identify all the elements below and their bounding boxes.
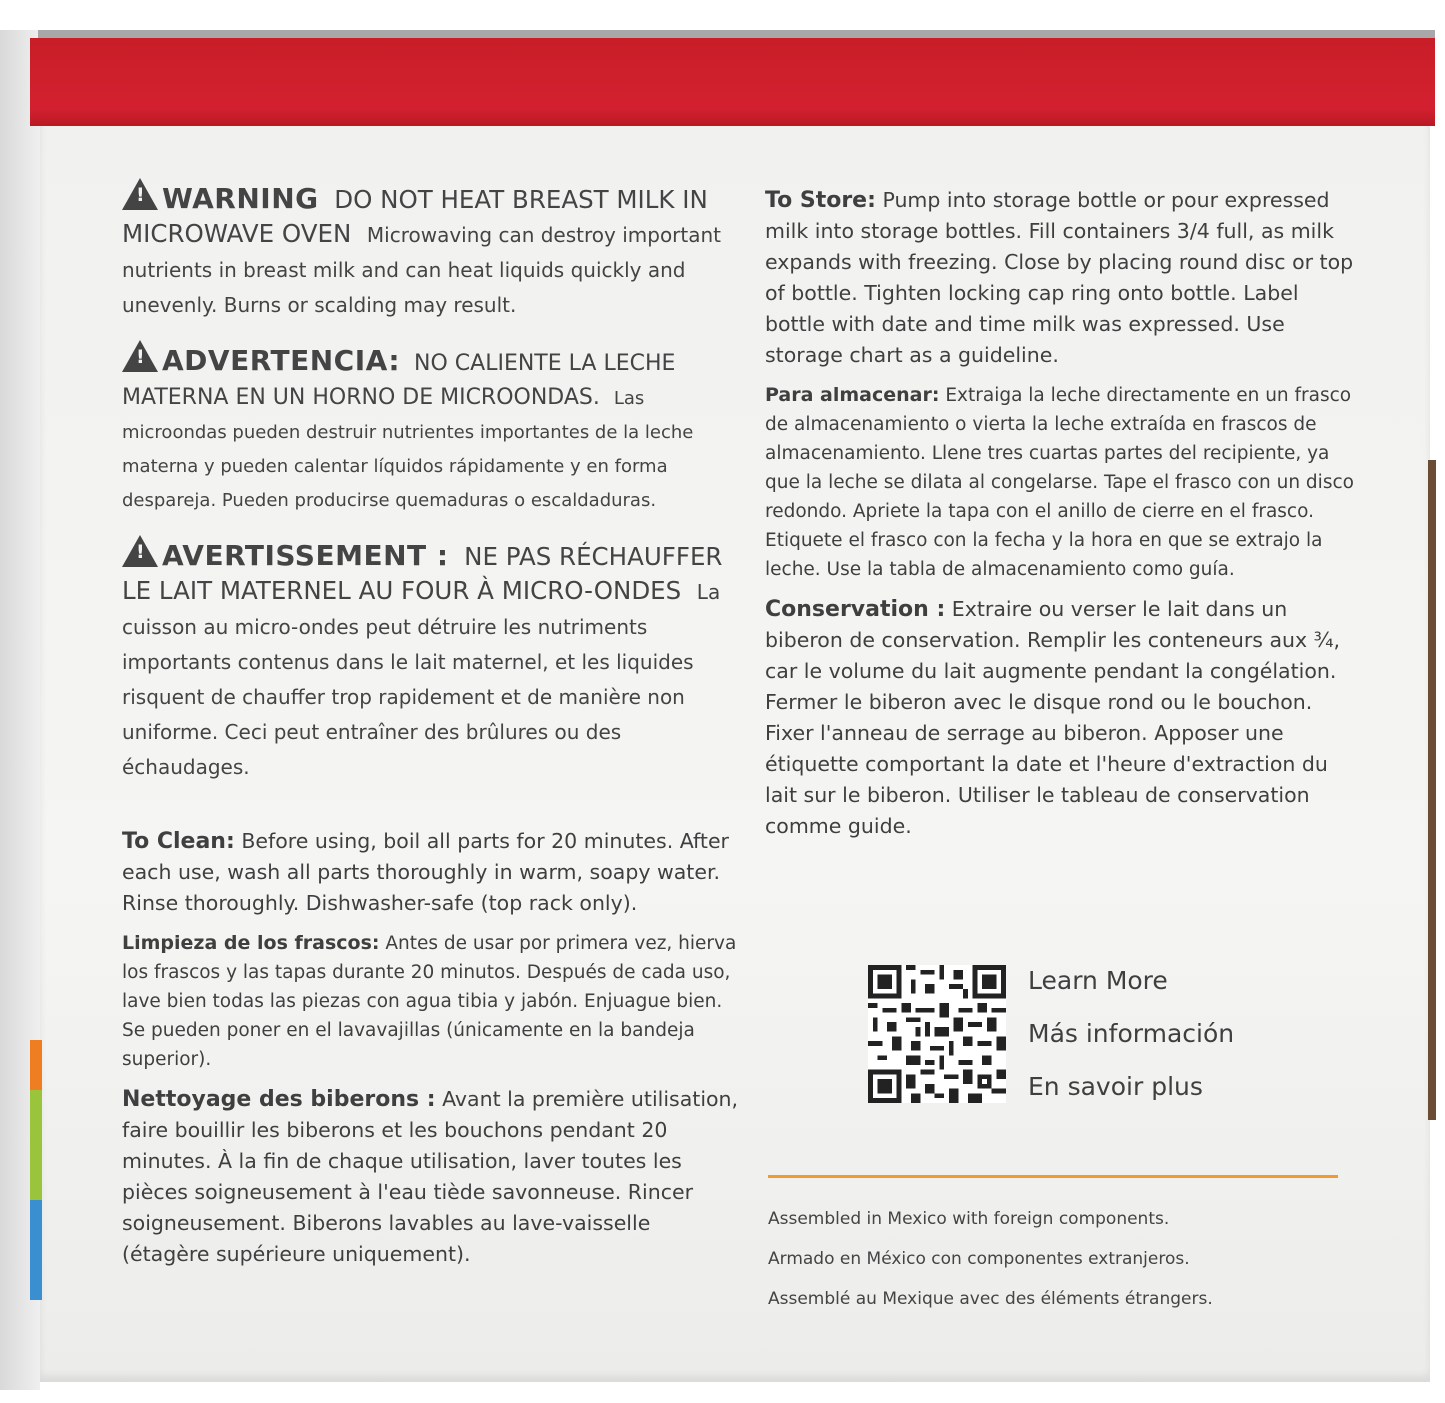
- assembled-fr: Assemblé au Mexique avec des éléments étrangers.: [768, 1289, 1213, 1309]
- green-stripe: [30, 1090, 42, 1200]
- learn-more-fr: En savoir plus: [1028, 1072, 1203, 1101]
- learn-more-en: Learn More: [1028, 966, 1168, 995]
- warning-icon: [122, 340, 158, 372]
- clean-fr: Nettoyage des biberons : Avant la première utilisation, faire bouillir les biberons et les bouchons pendant 20 minutes. À la fin de chaque utilisation, laver toutes les pièces soigneusement à l'eau tiède savonneuse. Rincer soigneusement. Biberons lavables au lave-vaisselle (étagère supérieure uniquement).: [122, 1087, 739, 1266]
- orange-divider: [768, 1175, 1338, 1178]
- assembled-en: Assembled in Mexico with foreign components.: [768, 1209, 1170, 1229]
- clean-es: Limpieza de los frascos: Antes de usar por primera vez, hierva los frascos y las tapas durante 20 minutos. Después de cada uso, lave bien todas las piezas con agua tibia y jabón. Enjuague bien. Se pueden poner en el lavavajillas (únicamente en la bandeja superior).: [122, 932, 737, 1070]
- warning-fr: !AVERTISSEMENT : NE PAS RÉCHAUFFER LE LAIT MATERNEL AU FOUR À MICRO-ONDES La cuisson au micro-ondes peut détruire les nutriments importants contenus dans le lait maternel, et les liquides risquent de chauffer trop rapidement et de manière non uniforme. Ceci peut entraîner des brûlures ou des échaudages.: [122, 535, 742, 784]
- warning-es: !ADVERTENCIA: NO CALIENTE LA LECHE MATERNA EN UN HORNO DE MICROONDAS. Las microondas pueden destruir nutrientes importantes de la leche materna y pueden calentar líquidos rápidamente y en forma despareja. Pueden producirse quemaduras o escaldaduras.: [122, 340, 742, 517]
- assembled-es: Armado en México con componentes extranjeros.: [768, 1249, 1190, 1269]
- store-en: To Store: Pump into storage bottle or pour expressed milk into storage bottles. Fill containers 3/4 full, as milk expands with freezing. Close by placing round disc or top of bottle. Tighten locking cap ring onto bottle. Label bottle with date and time milk was expressed. Use storage chart as a guideline.: [765, 188, 1354, 367]
- blue-stripe: [30, 1200, 42, 1300]
- red-band: [30, 38, 1435, 126]
- qr-code[interactable]: [868, 965, 1006, 1103]
- right-column: [765, 185, 1355, 852]
- store-es: Para almacenar: Extraiga la leche directamente en un frasco de almacenamiento o vierta la leche extraída en frascos de almacenamiento. Llene tres cuartas partes del recipiente, ya que la leche se dilata al congelarse. Tape el frasco con un disco redondo. Apriete la tapa con el anillo de cierre en el frasco. Etiquete el frasco con la fecha y la hora en que se extrajo la leche. Use la tabla de almacenamiento como guía.: [765, 384, 1354, 580]
- box-right-edge: [1428, 460, 1436, 1120]
- warning-icon: [122, 535, 158, 567]
- clean-en: To Clean: Before using, boil all parts for 20 minutes. After each use, wash all parts thoroughly in warm, soapy water. Rinse thoroughly. Dishwasher-safe (top rack only).: [122, 829, 729, 915]
- orange-stripe: [30, 1040, 42, 1090]
- learn-more-es: Más información: [1028, 1019, 1235, 1048]
- store-fr: Conservation : Extraire ou verser le lait dans un biberon de conservation. Remplir les conteneurs aux ¾, car le volume du lait augmente pendant la congélation. Fermer le biberon avec le disque rond ou le bouchon. Fixer l'anneau de serrage au biberon. Apposer une étiquette comportant la date et l'heure d'extraction du lait sur le biberon. Utiliser le tableau de conservation comme guide.: [765, 597, 1341, 838]
- warning-en: !WARNING DO NOT HEAT BREAST MILK IN MICROWAVE OVEN Microwaving can destroy important nutrients in breast milk and can heat liquids quickly and unevenly. Burns or scalding may result.: [122, 178, 742, 322]
- left-column: [122, 178, 742, 1280]
- warning-icon: [122, 178, 158, 210]
- qr-code-icon: [868, 965, 1006, 1103]
